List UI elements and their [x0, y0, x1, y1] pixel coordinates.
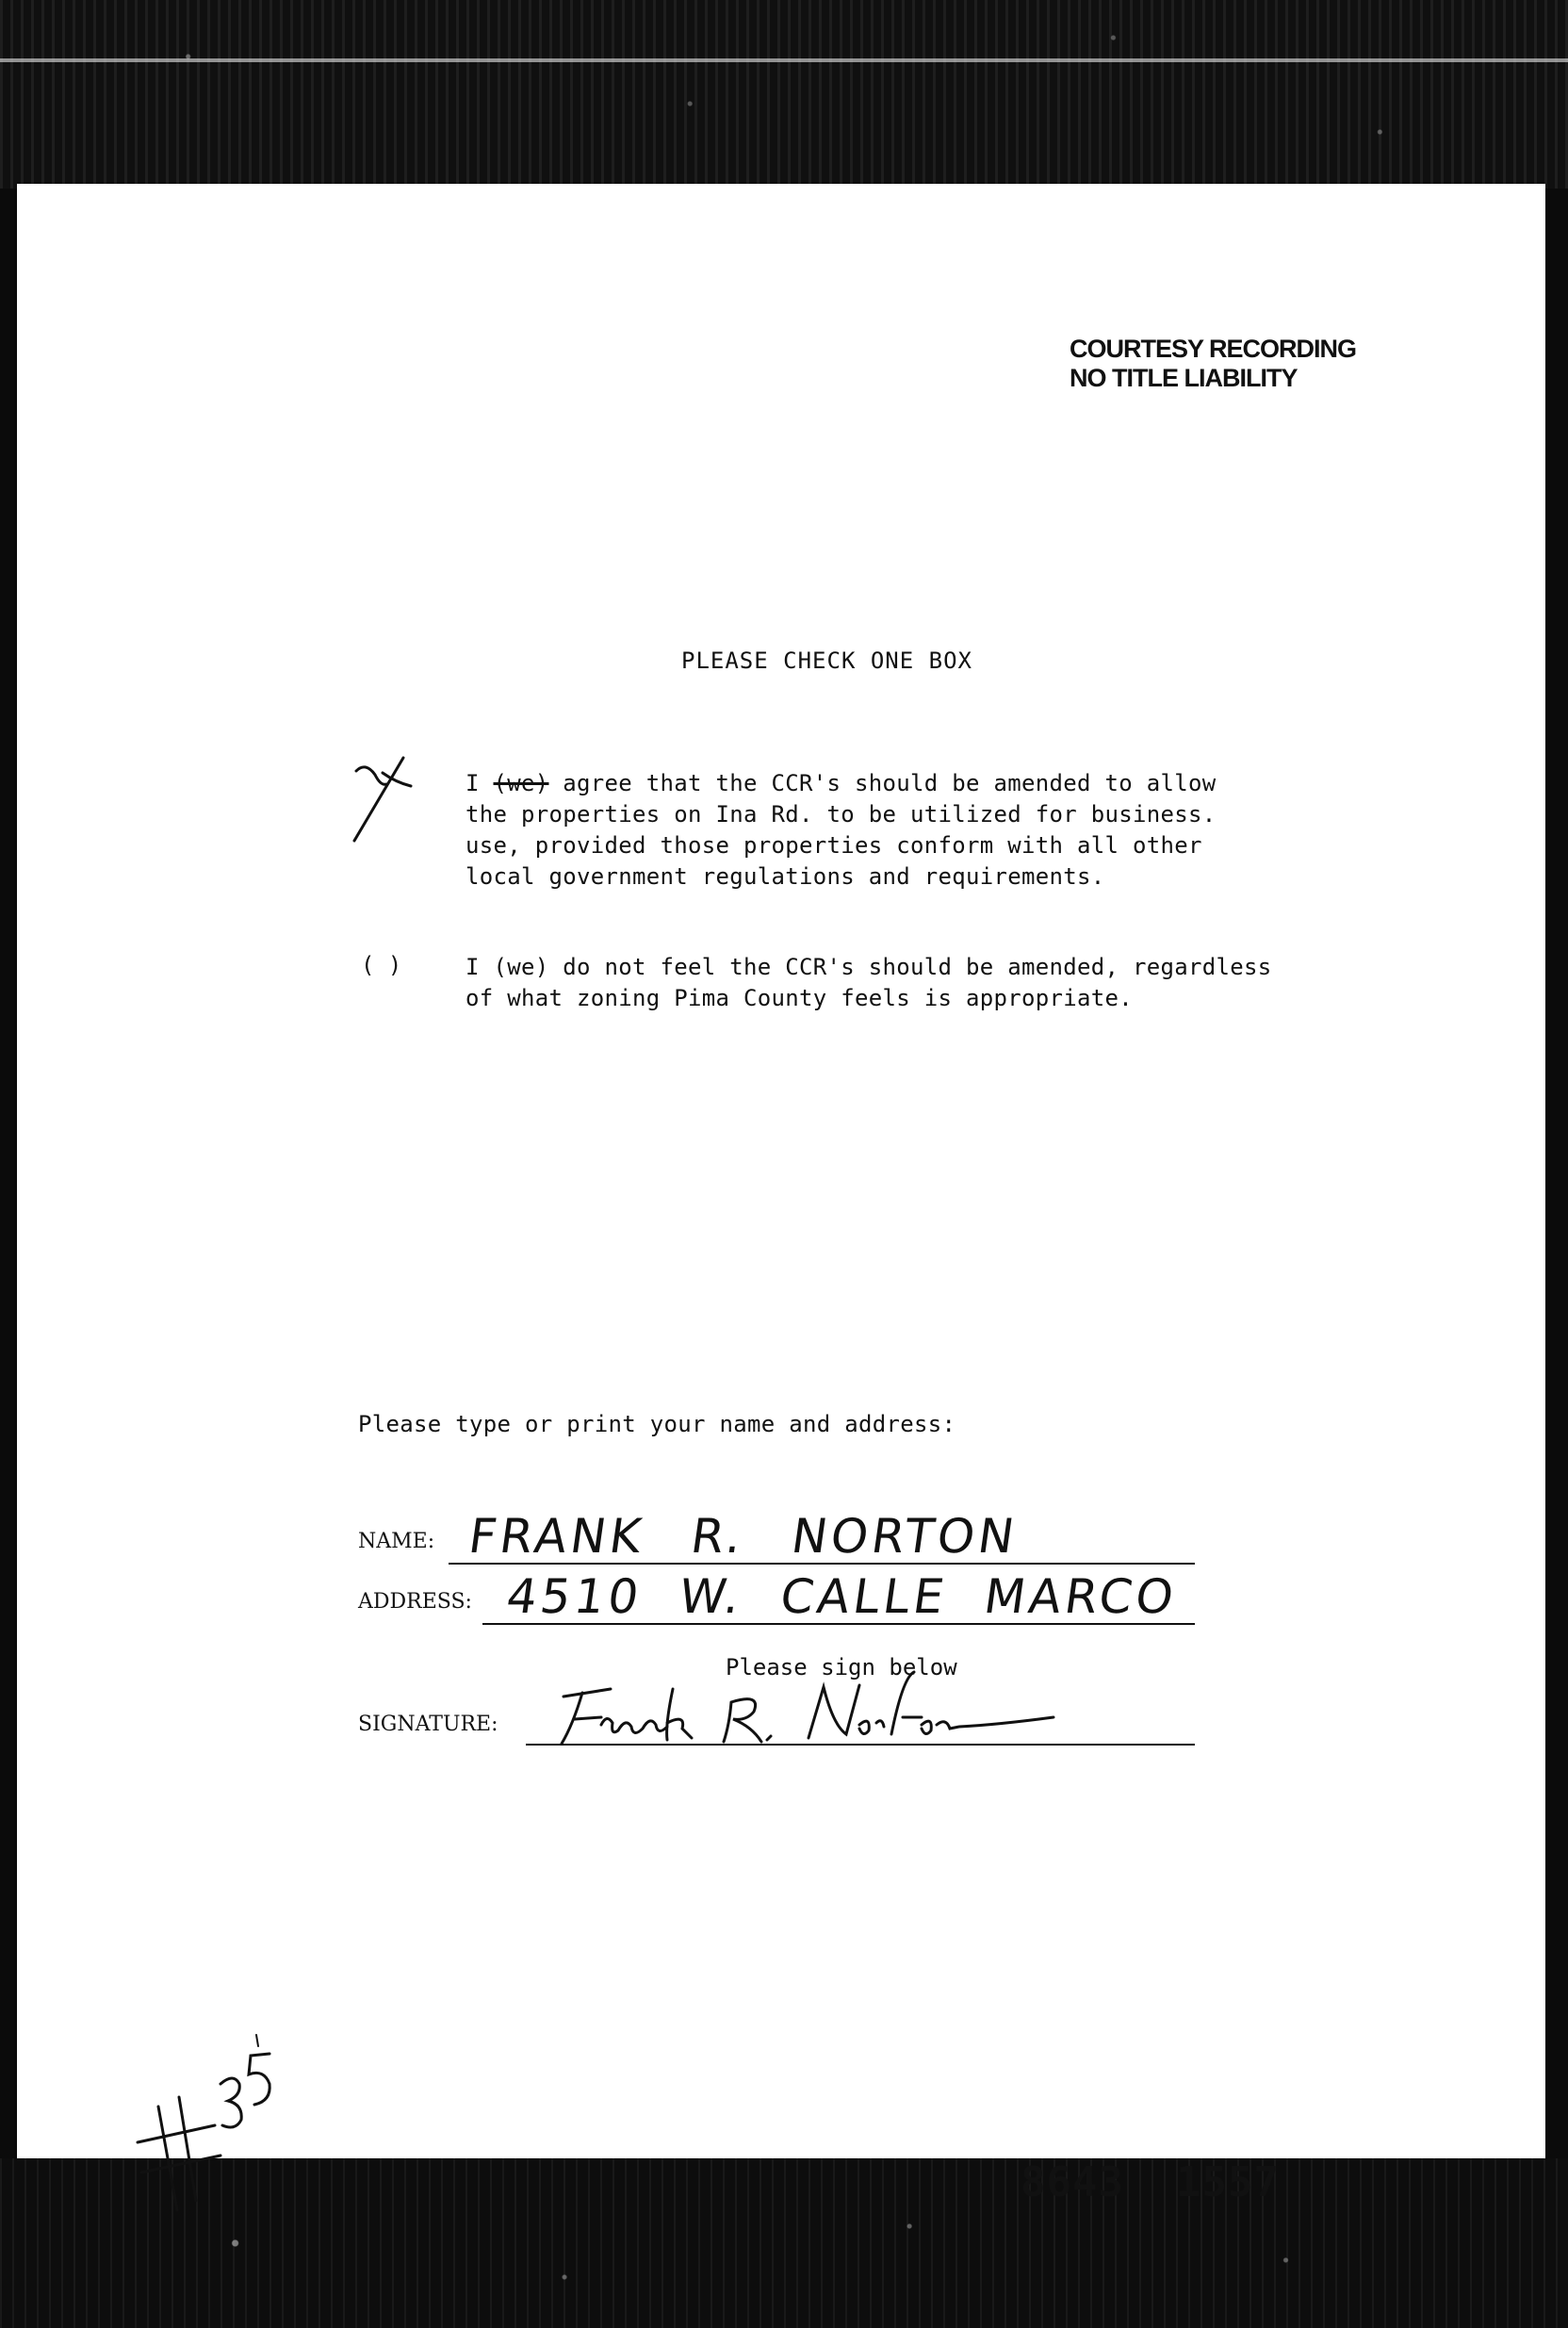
name-label: NAME:: [358, 1530, 435, 1553]
option-agree-pronoun: I: [466, 770, 494, 796]
form-heading: PLEASE CHECK ONE BOX: [681, 648, 972, 674]
signature-scribble[interactable]: [545, 1668, 1072, 1762]
sign-instruction: Please sign below: [726, 1654, 957, 1680]
recording-number: [1021, 2158, 1280, 2206]
name-address-instructions: Please type or print your name and address:: [358, 1411, 956, 1437]
option-disagree: [466, 952, 1271, 1014]
option-disagree-checkbox[interactable]: ( ): [361, 952, 402, 978]
address-label: ADDRESS:: [358, 1590, 472, 1614]
option-agree: [466, 768, 1216, 893]
option-agree-line-1: agree that the CCR's should be amended to allow: [548, 770, 1217, 796]
stamp-line-1: COURTESY RECORDING: [1070, 335, 1357, 363]
option-agree-line-4: local government regulations and requirements.: [466, 863, 1105, 890]
paper-page: [17, 184, 1545, 2206]
handwritten-note-35: [130, 2031, 281, 2220]
signature-label: SIGNATURE:: [358, 1713, 498, 1736]
option-disagree-line-1: I (we) do not feel the CCR's should be amended, regardless: [466, 954, 1272, 980]
option-agree-line-3: use, provided those properties conform with all other: [466, 832, 1202, 859]
stamp-line-2: NO TITLE LIABILITY: [1070, 364, 1298, 392]
option-disagree-line-2: of what zoning Pima County feels is appropriate.: [466, 985, 1133, 1011]
address-field[interactable]: 4510 W. CALLE MARCO: [502, 1569, 1181, 1624]
recording-number-page: 1557: [1175, 2158, 1280, 2206]
name-field[interactable]: FRANK R. NORTON: [465, 1509, 1021, 1564]
check-mark-icon: [349, 754, 424, 848]
scan-border-top: [0, 0, 1568, 189]
option-agree-line-2: the properties on Ina Rd. to be utilized for business.: [466, 801, 1217, 828]
courtesy-recording-stamp: [1070, 335, 1356, 393]
scan-edge-line: [0, 58, 1568, 62]
recording-number-book: 8643: [1021, 2158, 1124, 2206]
struck-word: (we): [493, 770, 549, 796]
